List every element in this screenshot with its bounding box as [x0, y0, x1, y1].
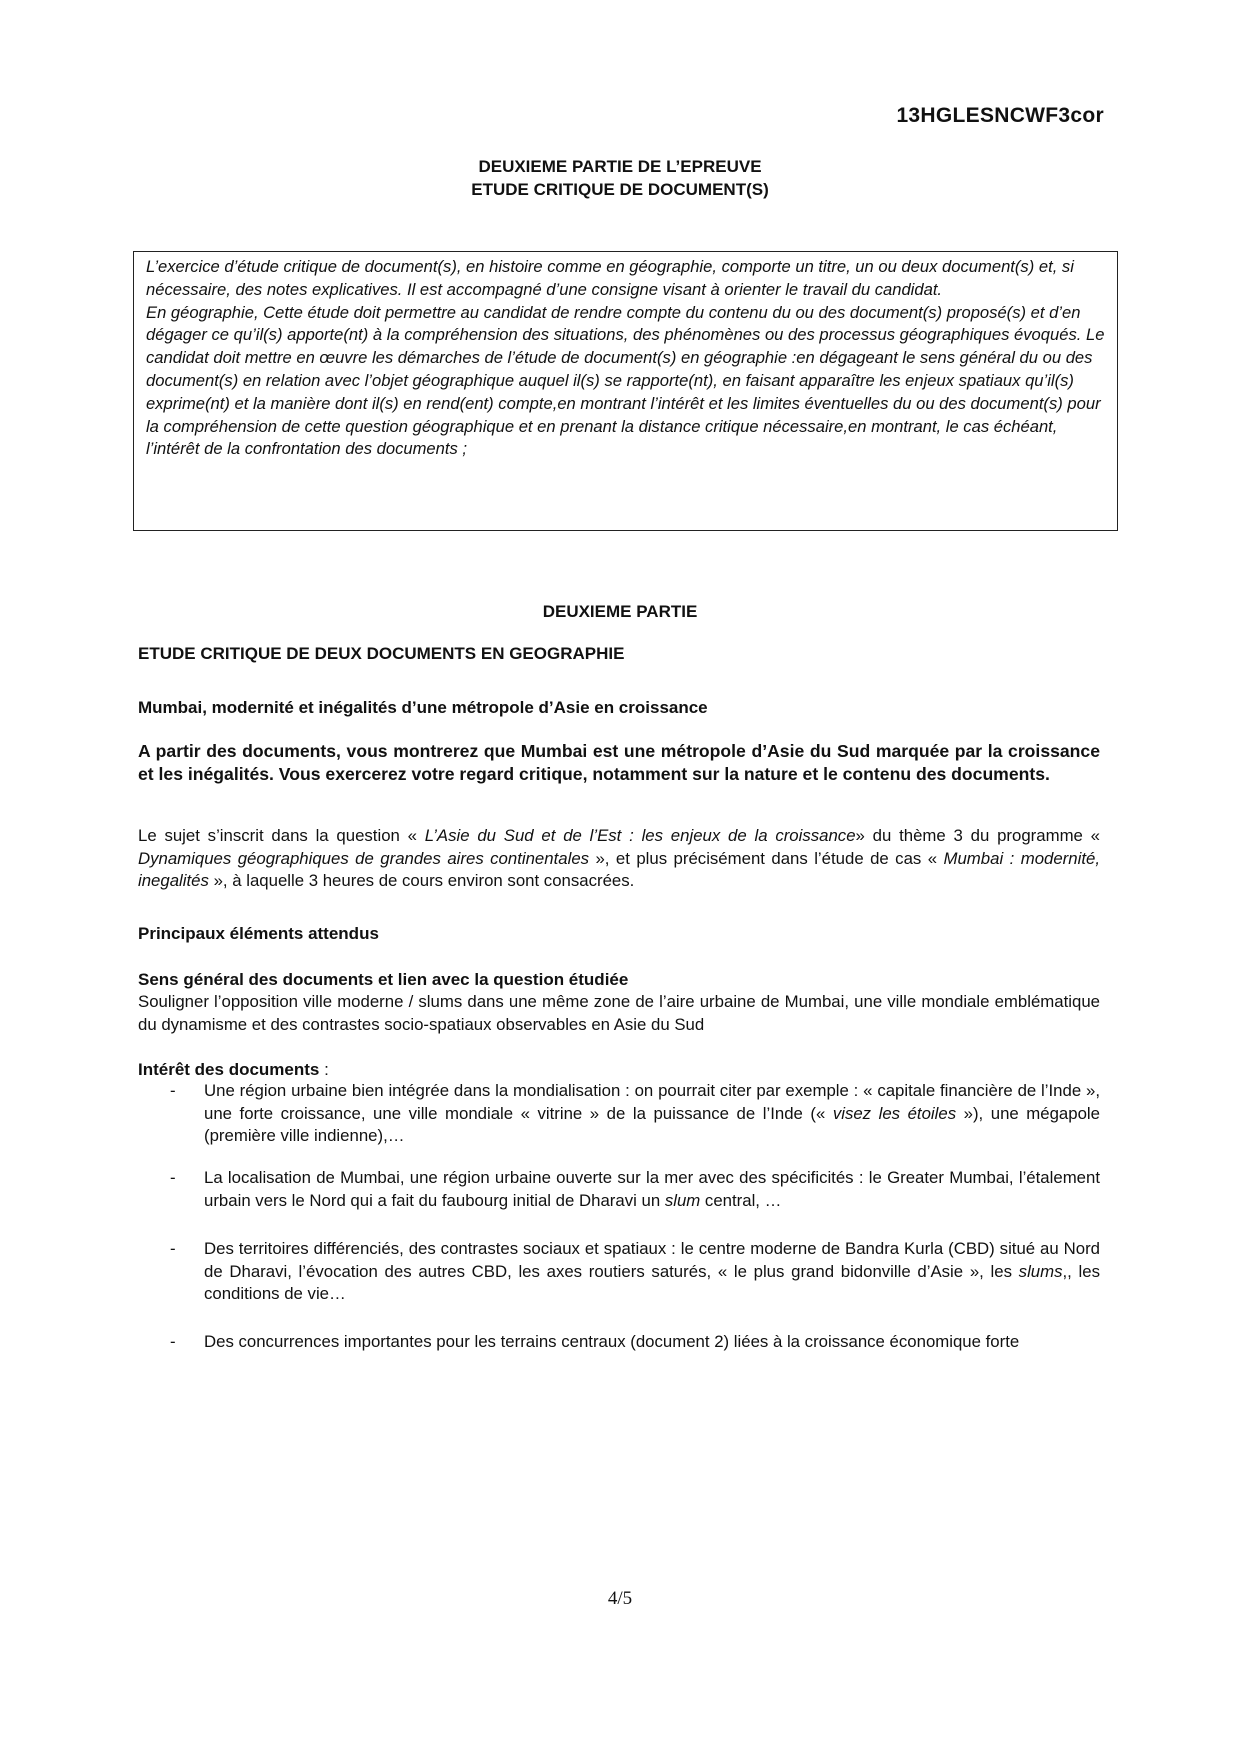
interet-heading-text: Intérêt des documents: [138, 1060, 320, 1079]
bullet-dash: -: [170, 1081, 176, 1100]
part-title: DEUXIEME PARTIE: [542, 602, 698, 621]
sens-general-heading: Sens général des documents et lien avec la question étudiée: [138, 970, 629, 989]
exercise-title: ETUDE CRITIQUE DE DEUX DOCUMENTS EN GEOGRAPHIE: [138, 644, 625, 663]
interet-heading-colon: :: [319, 1060, 329, 1079]
interet-heading: [138, 1060, 329, 1080]
instructions-paragraph-1: L’exercice d’étude critique de document(s), en histoire comme en géographie, comporte un titre, un ou deux document(s) et, si nécessaire, des notes explicatives. Il est accompagné d’une consigne visant à orienter le travail du candidat.: [146, 257, 1074, 299]
list-item-emphasis: visez les étoiles: [832, 1103, 957, 1123]
page-number: 4/5: [607, 1588, 633, 1609]
list-item-emphasis: slums: [1018, 1261, 1063, 1281]
list-item-text: central, …: [700, 1190, 782, 1210]
list-item: [170, 1331, 1100, 1354]
intro-text: », et plus précisément dans l’étude de cas «: [589, 848, 944, 868]
intro-paragraph: [138, 825, 1100, 893]
list-item: [170, 1080, 1100, 1148]
list-item-emphasis: slum: [664, 1190, 701, 1210]
list-item-text: Des concurrences importantes pour les terrains centraux (document 2) liées à la croissance économique forte: [204, 1332, 1020, 1351]
intro-text: Le sujet s’inscrit dans la question «: [138, 826, 425, 845]
list-item-text: »), une mégapole (première ville indienne),…: [204, 1103, 1100, 1145]
sens-general-text: Souligner l’opposition ville moderne / slums dans une même zone de l’aire urbaine de Mumbai, une ville mondiale emblématique du dynamisme et des contrastes socio-spatiaux observables en Asie du Sud: [138, 992, 1100, 1034]
list-item-text: Une région urbaine bien intégrée dans la mondialisation : on pourrait citer par exemple : « capitale financière de l’Inde », une forte croissance, une ville mondiale « vitrine » de la puissance de l’Inde («: [204, 1081, 1100, 1123]
bullet-dash: -: [170, 1332, 176, 1351]
intro-case-study: Mumbai : modernité, inegalités: [138, 848, 1100, 890]
list-item-text: ,, les conditions de vie…: [204, 1261, 1100, 1303]
header-line-2: ETUDE CRITIQUE DE DOCUMENT(S): [471, 180, 769, 199]
intro-theme: Dynamiques géographiques de grandes aires continentales: [138, 848, 590, 868]
intro-text: » du thème 3 du programme «: [855, 826, 1101, 845]
header-line-1: DEUXIEME PARTIE DE L’EPREUVE: [478, 157, 762, 176]
bullet-dash: -: [170, 1239, 176, 1258]
list-item-text: Des territoires différenciés, des contrastes sociaux et spatiaux : le centre moderne de Bandra Kurla (CBD) situé au Nord de Dharavi, l’évocation des autres CBD, les axes routiers saturés, « le plus grand bidonville d’Asie », les: [204, 1239, 1100, 1281]
document-code: 13HGLESNCWF3cor: [896, 104, 1104, 127]
subject-title: Mumbai, modernité et inégalités d’une métropole d’Asie en croissance: [138, 698, 708, 717]
expected-elements-heading: Principaux éléments attendus: [138, 924, 379, 943]
list-item: [170, 1167, 1100, 1212]
instructions-paragraph-2: En géographie, Cette étude doit permettre au candidat de rendre compte du contenu du ou des document(s) proposé(s) et d’en dégager ce qu’il(s) apporte(nt) à la compréhension des situations, des phénomènes ou des processus géographiques évoqués. Le candidat doit mettre en œuvre les démarches de l’étude de document(s) en géographie :en dégageant le sens général du ou des document(s) en relation avec l’objet géographique auquel il(s) se rapporte(nt), en faisant apparaître les enjeux spatiaux qu’il(s) exprime(nt) et la manière dont il(s) en rend(ent) compte,en montrant l’intérêt et les limites éventuelles du ou des document(s) pour la compréhension de cette question géographique et en prenant la distance critique nécessaire,en montrant, le cas échéant, l’intérêt de la confrontation des documents ;: [146, 302, 1105, 459]
list-item: [170, 1238, 1100, 1306]
consigne: A partir des documents, vous montrerez que Mumbai est une métropole d’Asie du Sud marquée par la croissance et les inégalités. Vous exercerez votre regard critique, notamment sur la nature et le contenu des documents.: [138, 741, 1100, 784]
bullet-dash: -: [170, 1168, 176, 1187]
intro-text: », à laquelle 3 heures de cours environ sont consacrées.: [208, 871, 635, 890]
instructions-box: [133, 251, 1118, 531]
list-item-text: La localisation de Mumbai, une région urbaine ouverte sur la mer avec des spécificités : le Greater Mumbai, l’étalement urbain vers le Nord qui a fait du faubourg initial de Dharavi un: [204, 1168, 1100, 1210]
intro-question: L’Asie du Sud et de l’Est : les enjeux de la croissance: [424, 826, 856, 845]
